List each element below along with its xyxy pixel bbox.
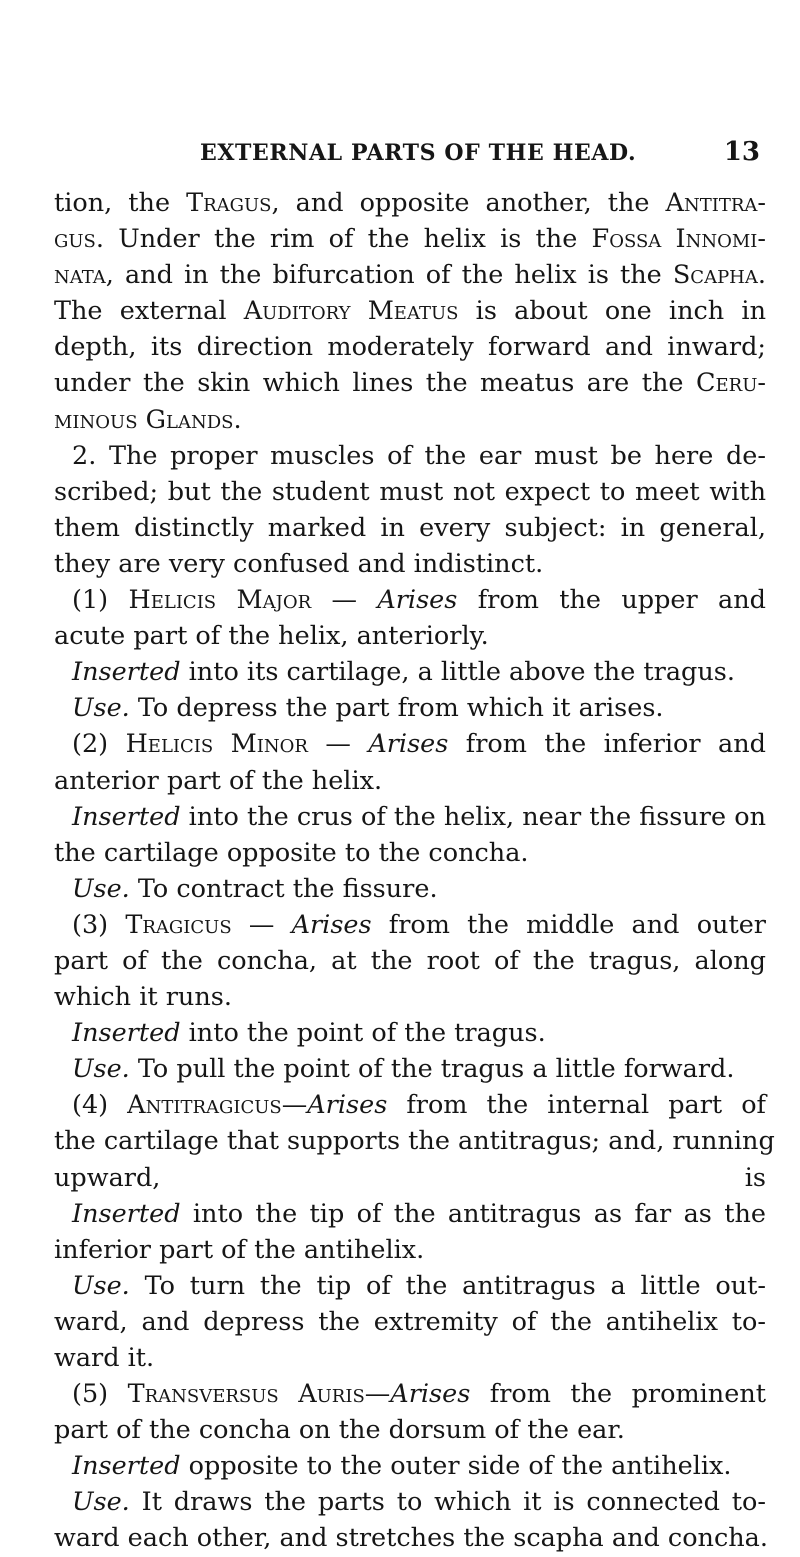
- text-line: [54, 1412, 766, 1448]
- text-line: [54, 221, 766, 257]
- text-run: —: [307, 729, 369, 760]
- text-line: [54, 690, 766, 726]
- small-caps-term: Transversus Auris: [127, 1379, 365, 1410]
- text-line: [54, 438, 766, 474]
- italic-term: Use.: [72, 693, 130, 724]
- text-line: [54, 1376, 766, 1412]
- text-run: To pull the point of the tragus a little forward.: [129, 1054, 735, 1085]
- text-line: [54, 1304, 766, 1340]
- text-run: . Under the rim of the helix is the: [95, 224, 592, 255]
- italic-term: Inserted: [72, 1018, 181, 1049]
- italic-term: Inserted: [72, 657, 181, 688]
- small-caps-term: nata: [54, 260, 106, 291]
- text-line: [54, 1160, 766, 1196]
- text-run: acute part of the helix, anteriorly.: [54, 621, 489, 652]
- text-run: To contract the fissure.: [129, 873, 438, 904]
- text-line: [54, 1123, 775, 1159]
- text-run: .: [757, 260, 766, 291]
- small-caps-term: Antitragicus: [127, 1090, 282, 1121]
- text-run: It draws the parts to which it is connected to-: [129, 1487, 766, 1518]
- italic-term: Inserted: [72, 1451, 181, 1482]
- text-line: [54, 907, 766, 943]
- italic-term: Arises: [368, 729, 449, 760]
- small-caps-term: Helicis Minor: [125, 729, 308, 760]
- text-run: .: [233, 404, 242, 435]
- text-line: [54, 1448, 766, 1484]
- small-caps-term: Antitra-: [665, 188, 766, 218]
- text-line: [54, 582, 766, 618]
- text-run: into the tip of the antitragus as far as the: [180, 1198, 766, 1229]
- text-run: anterior part of the helix.: [54, 765, 383, 796]
- running-head: [200, 137, 760, 170]
- text-run: the cartilage opposite to the concha.: [54, 837, 529, 868]
- text-line: [54, 365, 766, 401]
- text-run: ward each other, and stretches the scapha and concha.: [54, 1523, 768, 1554]
- text-run: which it runs.: [54, 982, 232, 1013]
- text-line: [54, 979, 766, 1015]
- text-run: is about one inch in: [458, 296, 766, 327]
- text-run: —: [364, 1379, 391, 1410]
- small-caps-term: Auditory Meatus: [243, 296, 459, 327]
- text-run: tion, the: [54, 188, 187, 218]
- text-line: [54, 329, 766, 365]
- text-line: [54, 1268, 766, 1304]
- italic-term: Arises: [291, 909, 372, 940]
- text-run: them distinctly marked in every subject: in general,: [54, 512, 766, 543]
- text-line: [54, 1520, 766, 1556]
- text-run: from the upper and: [457, 585, 766, 616]
- italic-term: Use.: [72, 1054, 130, 1085]
- body-text: [54, 185, 775, 1557]
- text-line: [54, 510, 766, 546]
- text-run: into its cartilage, a little above the tragus.: [180, 657, 735, 688]
- text-run: —: [311, 585, 378, 616]
- text-line: [54, 185, 766, 221]
- text-line: [54, 618, 766, 654]
- text-run: part of the concha, at the root of the tragus, along: [54, 945, 766, 976]
- small-caps-term: gus: [54, 224, 96, 255]
- italic-term: Inserted: [72, 801, 181, 832]
- italic-term: Use.: [72, 1270, 130, 1301]
- text-line: [54, 835, 766, 871]
- text-run: To turn the tip of the antitragus a little out-: [129, 1270, 766, 1301]
- text-run: from the inferior and: [448, 729, 766, 760]
- text-line: [54, 1196, 766, 1232]
- text-line: [54, 799, 766, 835]
- text-run: —: [231, 909, 292, 940]
- text-line: [54, 726, 766, 762]
- text-line: [54, 257, 766, 293]
- text-line: [54, 1340, 766, 1376]
- small-caps-term: Tragus: [186, 188, 272, 218]
- italic-term: Arises: [307, 1090, 388, 1121]
- text-run: ward, and depress the extremity of the antihelix to-: [54, 1306, 766, 1337]
- text-line: [54, 293, 766, 329]
- text-run: To depress the part from which it arises.: [129, 693, 664, 724]
- italic-term: Arises: [390, 1379, 471, 1410]
- text-run: —: [281, 1090, 308, 1121]
- text-run: from the prominent: [470, 1379, 766, 1410]
- italic-term: Use.: [72, 873, 130, 904]
- text-run: ward it.: [54, 1343, 155, 1373]
- text-line: [54, 402, 766, 438]
- text-line: [54, 1232, 766, 1268]
- text-run: under the skin which lines the meatus are the: [54, 368, 696, 399]
- small-caps-term: Ceru-: [696, 368, 766, 399]
- text-run: (1): [72, 585, 129, 616]
- text-line: [54, 474, 766, 510]
- text-run: (5): [72, 1379, 128, 1410]
- small-caps-term: Fossa Innomi-: [591, 224, 766, 255]
- text-run: the cartilage that supports the antitragus; and, running: [54, 1126, 775, 1157]
- text-run: upward, is: [54, 1162, 766, 1193]
- italic-term: Inserted: [72, 1198, 181, 1229]
- text-line: [54, 1015, 766, 1051]
- text-line: [54, 1484, 766, 1520]
- text-line: [54, 1051, 766, 1087]
- text-run: into the crus of the helix, near the fissure on: [180, 801, 766, 832]
- text-line: [54, 654, 766, 690]
- text-run: The external: [54, 296, 244, 327]
- text-run: (2): [72, 729, 126, 760]
- text-run: (4): [72, 1090, 128, 1121]
- text-line: [54, 1087, 766, 1123]
- text-line: [54, 943, 766, 979]
- text-run: from the internal part of: [387, 1090, 766, 1121]
- text-run: from the middle and outer: [371, 909, 766, 940]
- text-run: , and in the bifurcation of the helix is the: [105, 260, 673, 291]
- text-run: part of the concha on the dorsum of the ear.: [54, 1415, 625, 1446]
- small-caps-term: Helicis Major: [128, 585, 312, 616]
- text-run: inferior part of the antihelix.: [54, 1234, 425, 1265]
- text-run: depth, its direction moderately forward and inward;: [54, 332, 766, 363]
- text-run: scribed; but the student must not expect to meet with: [54, 476, 766, 507]
- italic-term: Arises: [377, 585, 458, 616]
- text-run: (3): [72, 909, 126, 940]
- small-caps-term: minous Glands: [54, 404, 234, 435]
- text-run: into the point of the tragus.: [180, 1018, 546, 1049]
- page-number: 13: [723, 137, 760, 167]
- text-run: 2. The proper muscles of the ear must be here de-: [72, 440, 766, 471]
- text-run: , and opposite another, the: [271, 188, 666, 218]
- text-line: [54, 871, 766, 907]
- small-caps-term: Scapha: [672, 260, 758, 291]
- running-title: EXTERNAL PARTS OF THE HEAD.: [200, 140, 637, 166]
- italic-term: Use.: [72, 1487, 130, 1518]
- text-line: [54, 546, 766, 582]
- small-caps-term: Tragicus: [125, 909, 232, 940]
- text-line: [54, 763, 766, 799]
- text-run: opposite to the outer side of the antihelix.: [180, 1451, 732, 1482]
- text-run: they are very confused and indistinct.: [54, 548, 544, 579]
